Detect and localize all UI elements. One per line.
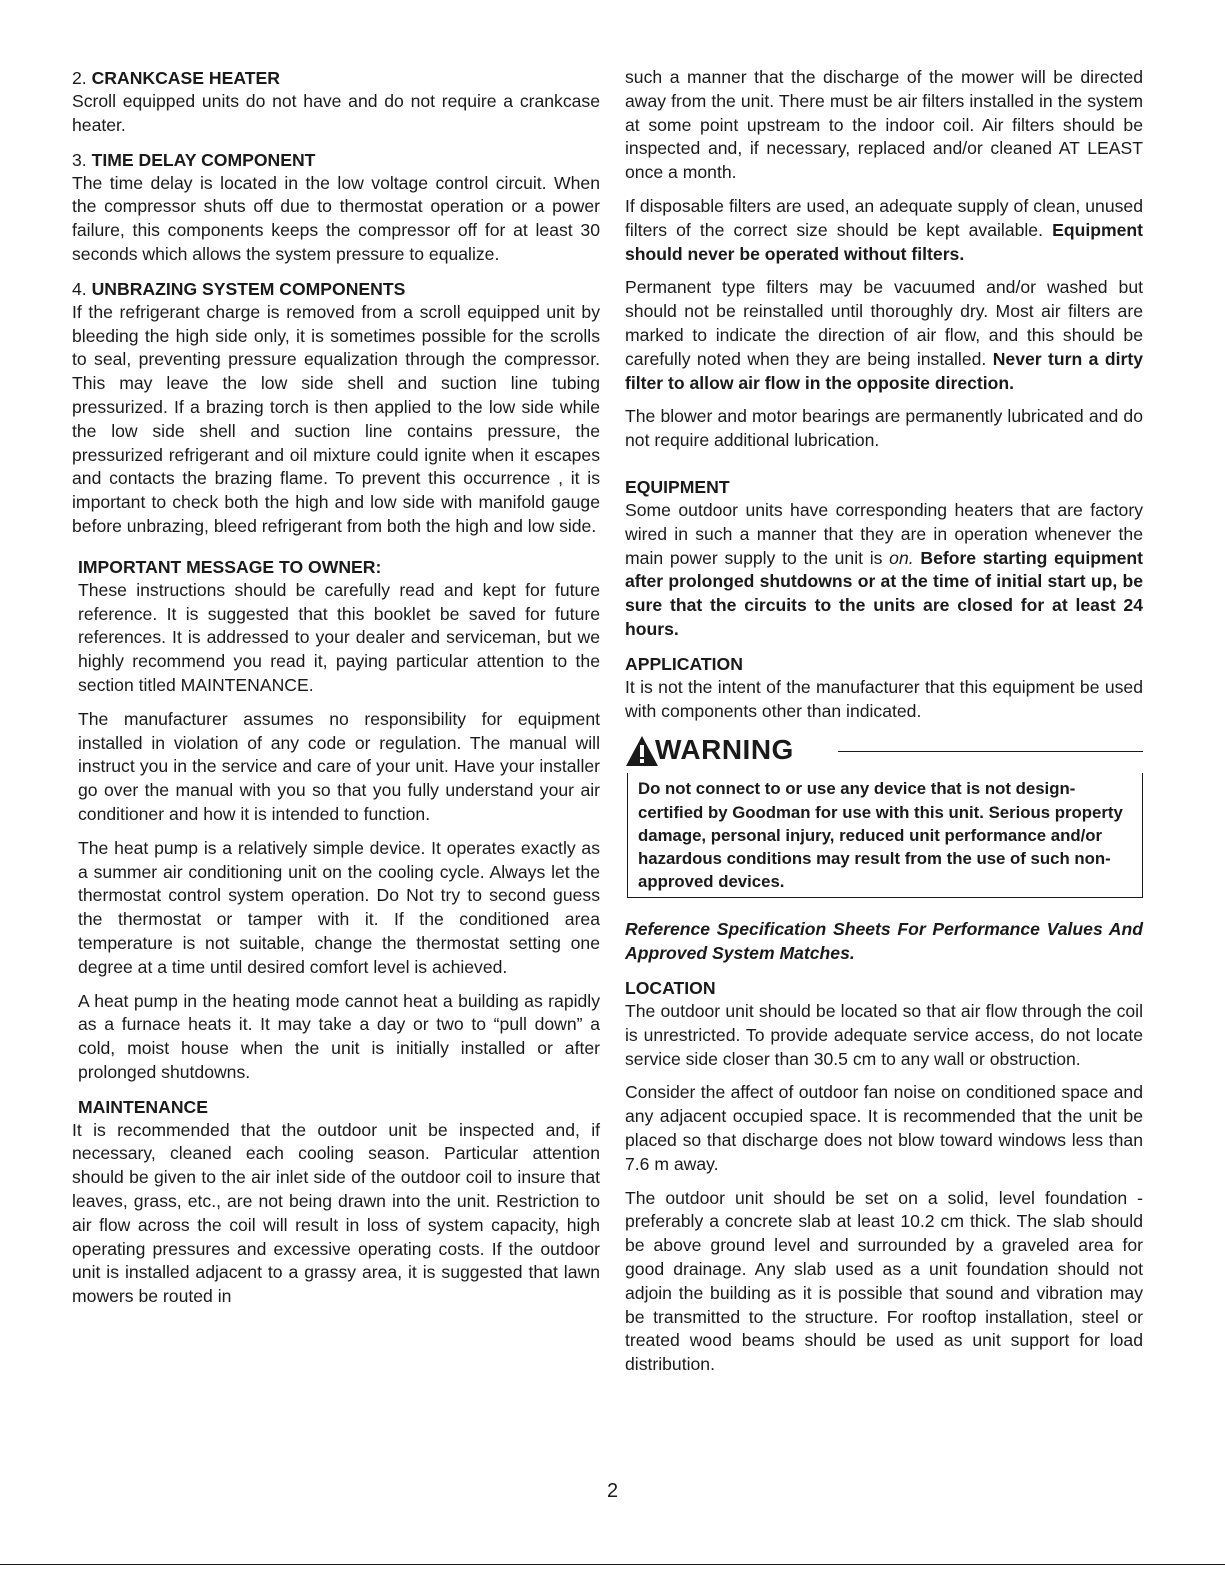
unbrazing-heading bbox=[72, 277, 600, 301]
left-column bbox=[72, 66, 600, 1319]
fan-noise-paragraph: Consider the affect of outdoor fan noise on conditioned space and any adjacent occupied space. It is recommended that the unit be placed so that discharge does not blow toward windows less than 7.6 m away. bbox=[625, 1082, 1143, 1174]
maintenance-title: MAINTENANCE bbox=[78, 1096, 208, 1117]
permanent-filters-paragraph bbox=[625, 276, 1143, 395]
heat-pump-paragraph: The heat pump is a relatively simple device. It operates exactly as a summer air conditioning unit on the cooling cycle. Always let the thermostat control system operation. Do Not try to second guess the thermostat or tamper with it. If the conditioned area temperature is not suitable, change the thermostat setting one degree at a time until desired comfort level is achieved. bbox=[78, 837, 600, 977]
heating-mode-paragraph: A heat pump in the heating mode cannot heat a building as rapidly as a furnace heats it. It may take a day or two to “pull down” a cold, moist house when the unit is initially installed or after prolonged shutdowns. bbox=[78, 990, 600, 1082]
time-delay-heading bbox=[72, 148, 600, 172]
warning-triangle-icon bbox=[625, 735, 659, 767]
equipment-title: EQUIPMENT bbox=[625, 476, 730, 497]
application-title: APPLICATION bbox=[625, 653, 743, 674]
unbrazing-body: If the refrigerant charge is removed from a scroll equipped unit by bleeding the high side only, it is sometimes possible for the scrolls to seal, preventing pressure equalization through the compressor. This may leave the low side shell and suction line tubing pressurized. If a brazing torch is then applied to the low side while the low side shell and suction line contains pressure, the pressurized refrigerant and oil mixture could ignite when it escapes and contacts the brazing flame. To prevent this occurrence , it is important to check both the high and low side with manifold gauge before unbrazing, bleed refrigerant from both the high and low side. bbox=[72, 301, 600, 536]
equipment-body-on: on. bbox=[889, 547, 914, 568]
owner-message-body: These instructions should be carefully read and kept for future reference. It is suggested that this booklet be saved for future references. It is addressed to your dealer and serviceman, but we highly recommend you read it, paying particular attention to the section titled MAINTENANCE. bbox=[78, 579, 600, 695]
disposable-filters-text: If disposable filters are used, an adequate supply of clean, unused filters of the correct size should be kept available. bbox=[625, 195, 1143, 240]
foundation-paragraph: The outdoor unit should be set on a solid, level foundation - preferably a concrete slab at least 10.2 cm thick. The slab should be above ground level and surrounded by a graveled area for good drainage. Any slab used as a unit foundation should not adjoin the building as it is possible that sound and vibration may be transmitted to the structure. For rooftop installation, steel or treated wood beams should be used as unit support for load distribution. bbox=[625, 1187, 1143, 1375]
time-delay-body: The time delay is located in the low voltage control circuit. When the compressor shuts off due to thermostat operation or a power failure, this components keeps the compressor off for at least 30 seconds which allows the system pressure to equalize. bbox=[72, 172, 600, 264]
crankcase-number: 2. bbox=[72, 68, 87, 88]
crankcase-title: CRANKCASE HEATER bbox=[91, 68, 280, 88]
disposable-filters-warning: Equipment should never be operated without filters. bbox=[625, 219, 1143, 264]
crankcase-heading bbox=[72, 66, 600, 90]
application-body: It is not the intent of the manufacturer that this equipment be used with components other than indicated. bbox=[625, 676, 1143, 721]
disposable-filters-paragraph bbox=[625, 195, 1143, 266]
page-number: 2 bbox=[606, 1480, 619, 1502]
owner-message-title: IMPORTANT MESSAGE TO OWNER: bbox=[78, 556, 382, 577]
footer-rule bbox=[0, 1564, 1225, 1565]
time-delay-number: 3. bbox=[72, 149, 87, 170]
equipment-body-warning: Before starting equipment after prolonged shutdowns or at the time of initial start up, be sure that the circuits to the units are closed for at least 24 hours. bbox=[625, 547, 1143, 639]
mower-continuation-paragraph: such a manner that the discharge of the mower will be directed away from the unit. There must be air filters installed in the system at some point upstream to the indoor coil. Air filters should be inspected and, if necessary, replaced and/or cleaned AT LEAST once a month. bbox=[625, 67, 1143, 183]
manufacturer-paragraph: The manufacturer assumes no responsibility for equipment installed in violation of any code or regulation. The manual will instruct you in the service and care of your unit. Have your installer go over the manual with you so that you fully understand your air conditioner and how it is intended to function. bbox=[78, 708, 600, 824]
right-column bbox=[625, 66, 1143, 1387]
bearings-paragraph: The blower and motor bearings are permanently lubricated and do not require additional lubrication. bbox=[625, 406, 1143, 451]
time-delay-title: TIME DELAY COMPONENT bbox=[91, 149, 316, 170]
permanent-filters-text: Permanent type filters may be vacuumed and/or washed but should not be reinstalled until thoroughly dry. Most air filters are marked to indicate the direction of air flow, and this should be carefully noted when they are being installed. bbox=[625, 277, 1143, 369]
equipment-body bbox=[625, 499, 1143, 642]
unbrazing-number: 4. bbox=[72, 278, 87, 299]
crankcase-body: Scroll equipped units do not have and do not require a crankcase heater. bbox=[72, 91, 600, 135]
maintenance-body: It is recommended that the outdoor unit be inspected and, if necessary, cleaned each cooling season. Particular attention should be given to the air inlet side of the outdoor coil to insure that leaves, grass, etc., are not being drawn into the unit. Restriction to air flow across the coil will result in loss of system capacity, high operating pressures and excessive operating costs. If the outdoor unit is installed adjacent to a grassy area, it is suggested that lawn mowers be routed in bbox=[72, 1119, 600, 1307]
location-body: The outdoor unit should be located so that air flow through the coil is unrestricted. To provide adequate service access, do not locate service side closer than 30.5 cm to any wall or obstruction. bbox=[625, 1000, 1143, 1069]
warning-rule bbox=[838, 751, 1143, 752]
warning-header bbox=[625, 733, 1143, 773]
permanent-filters-warning: Never turn a dirty filter to allow air flow in the opposite direction. bbox=[625, 348, 1143, 393]
unbrazing-title: UNBRAZING SYSTEM COMPONENTS bbox=[91, 278, 406, 299]
reference-note: Reference Specification Sheets For Performance Values And Approved System Matches. bbox=[625, 919, 1143, 964]
warning-title: WARNING bbox=[655, 734, 794, 766]
location-title: LOCATION bbox=[625, 977, 716, 998]
warning-box: Do not connect to or use any device that is not design-certified by Goodman for use with this unit. Serious property damage, personal injury, reduced unit performance and/or hazardous conditions may result from the use of such non-approved devices. bbox=[627, 773, 1143, 898]
equipment-body-text: Some outdoor units have corresponding heaters that are factory wired in such a manner that they are in operation whenever the main power supply to the unit is bbox=[625, 499, 1143, 568]
